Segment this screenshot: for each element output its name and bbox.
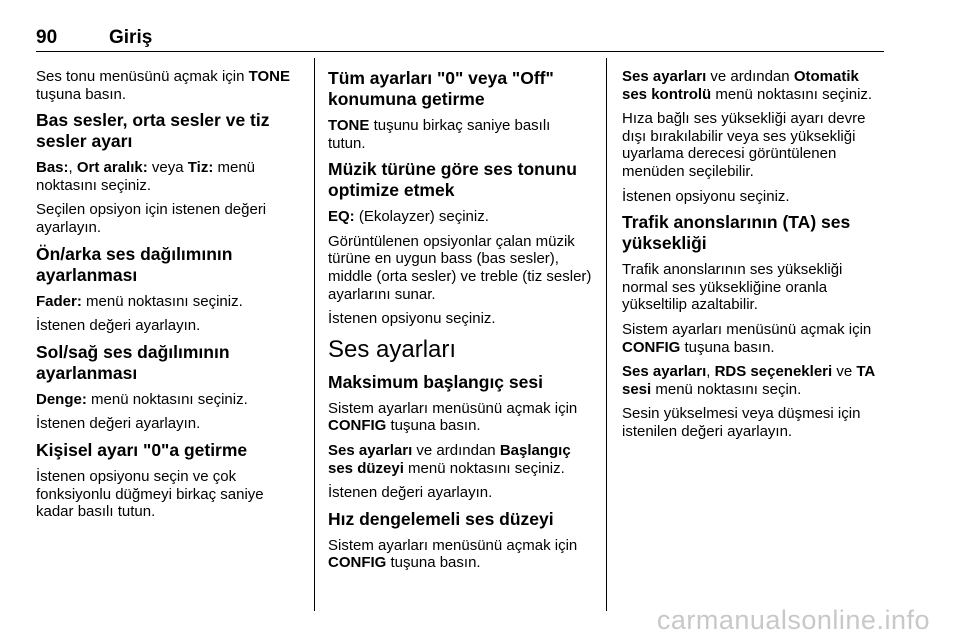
paragraph: Ses tonu menüsünü açmak için TONE tuşuna basın. [36, 68, 291, 103]
paragraph: Seçilen opsiyon için istenen değeri ayarlayın. [36, 201, 267, 236]
page-number: 90 [36, 27, 58, 48]
heading-traffic-announcements: Trafik anonslarının (TA) ses yüksekliği [622, 212, 851, 254]
paragraph: İstenen değeri ayarlayın. [36, 415, 201, 433]
paragraph: Ses ayarları ve ardından Başlangıç ses düzeyi menü noktasını seçiniz. [328, 441, 571, 477]
paragraph: TONE tuşunu birkaç saniye basılı tutun. [328, 117, 551, 152]
paragraph: Denge: menü noktasını seçiniz. [36, 390, 248, 408]
heading-volume-settings: Ses ayarları [328, 335, 457, 363]
paragraph: Bas:, Ort aralık: veya Tiz: menü noktasını seçiniz. [36, 159, 256, 194]
heading-max-startup-volume: Maksimum başlangıç sesi [328, 371, 543, 392]
column-1 [36, 68, 298, 528]
watermark: carmanualsonline.info [656, 605, 930, 635]
heading-reset-all: Tüm ayarları "0" veya "Off" konumuna getirme [328, 68, 554, 109]
heading-music-style: Müzik türüne göre ses tonunu optimize etmek [328, 159, 577, 201]
page-header [36, 27, 884, 52]
heading-speed-volume: Hız dengelemeli ses düzeyi [328, 508, 554, 529]
column-divider [314, 58, 315, 611]
paragraph: Ses ayarları ve ardından Otomatik ses kontrolü menü noktasını seçiniz. [622, 68, 873, 103]
paragraph: Hıza bağlı ses yüksekliği ayarı devre dışı bırakılabilir veya ses yüksekliği uyarlama derecesi görüntülenen menüden seçilebilir. [622, 110, 866, 180]
paragraph: İstenen opsiyonu seçin ve çok fonksiyonlu düğmeyi birkaç saniye kadar basılı tutun. [36, 467, 264, 521]
paragraph: Görüntülenen opsiyonlar çalan müzik türüne en uygun bass (bas sesler), middle (orta sesler) ve treble (tiz sesler) ayarlarını sunar. [328, 232, 592, 303]
paragraph: Fader: menü noktasını seçiniz. [36, 292, 243, 310]
paragraph: İstenen değeri ayarlayın. [36, 317, 201, 335]
paragraph: Sistem ayarları menüsünü açmak için CONFIG tuşuna basın. [622, 320, 872, 356]
heading-reset-individual: Kişisel ayarı "0"a getirme [36, 439, 248, 460]
paragraph: İstenen opsiyonu seçiniz. [622, 187, 790, 205]
paragraph: İstenen opsiyonu seçiniz. [328, 310, 496, 328]
paragraph: İstenen değeri ayarlayın. [328, 484, 493, 502]
section-title: Giriş [109, 27, 153, 48]
paragraph: Sesin yükselmesi veya düşmesi için istenilen değeri ayarlayın. [622, 405, 861, 440]
column-3 [622, 68, 888, 448]
paragraph: Sistem ayarları menüsünü açmak için CONFIG tuşuna basın. [328, 399, 578, 435]
paragraph: Ses ayarları, RDS seçenekleri ve TA sesi menü noktasını seçin. [622, 363, 875, 398]
paragraph: Sistem ayarları menüsünü açmak için CONFIG tuşuna basın. [328, 536, 578, 572]
heading-balance: Sol/sağ ses dağılımının ayarlanması [36, 341, 230, 383]
heading-fader: Ön/arka ses dağılımının ayarlanması [36, 243, 233, 285]
paragraph: Trafik anonslarının ses yüksekliği normal ses yüksekliğine oranla yükseltilip azaltabilir. [622, 261, 843, 314]
paragraph: EQ: (Ekolayzer) seçiniz. [328, 208, 489, 226]
column-2 [328, 68, 592, 579]
column-divider [606, 58, 607, 611]
heading-bass-mid-treble: Bas sesler, orta sesler ve tiz sesler ayarı [36, 110, 270, 152]
